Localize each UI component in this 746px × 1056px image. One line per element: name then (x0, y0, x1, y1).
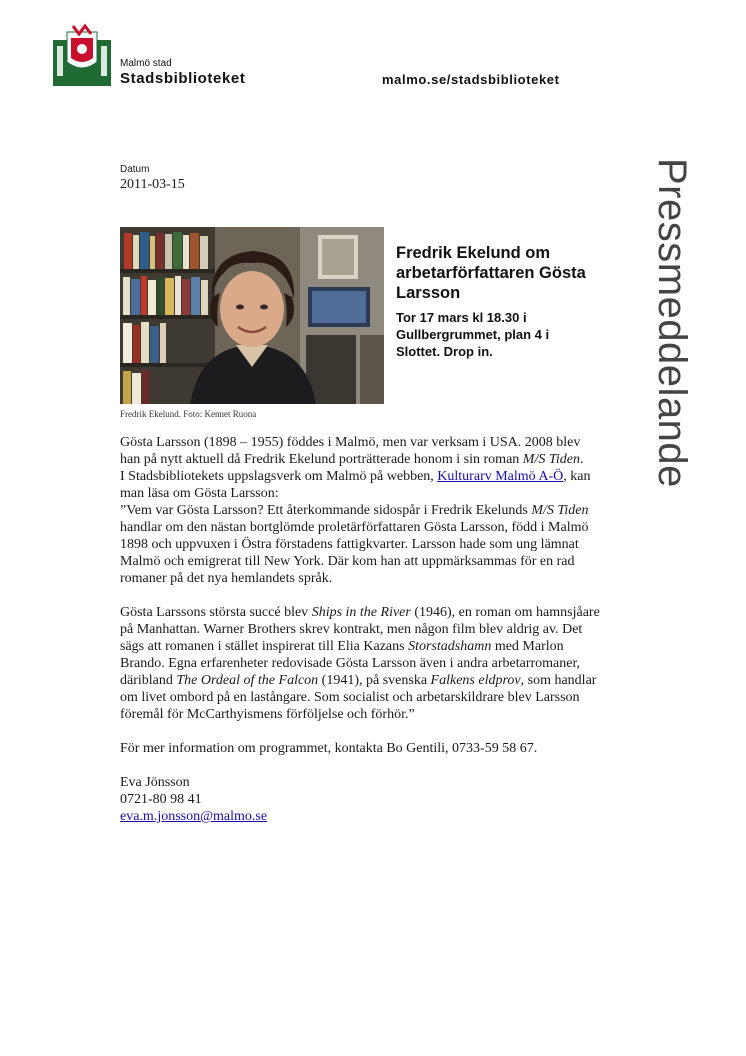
malmo-coat-of-arms-icon (53, 22, 111, 86)
document-type-label: Pressmeddelande (650, 158, 694, 488)
site-url: malmo.se/stadsbiblioteket (382, 72, 560, 87)
book-title: M/S Tiden (531, 503, 589, 518)
paragraph-more-info: För mer information om programmet, kontakta Bo Gentili, 0733-59 58 67. (120, 741, 538, 756)
kulturarv-link[interactable]: Kulturarv Malmö A-Ö (437, 469, 564, 484)
paragraph-quote-1: ”Vem var Gösta Larsson? Ett återkommande sidospår i Fredrik Ekelunds M/S Tiden handlar om den nästan bortglömde proletärförfattaren Gösta Larsson, född i Malmö 1898 och uppvuxen i Östra förstadens fattigkvarter. Larsson hade som ung lämnat Malmö och emigrerat till New York. Där kom han att uppmärksammas för en rad romaner på det nya hemlandets språk. (120, 503, 589, 586)
paragraph-reference: I Stadsbibliotekets uppslagsverk om Malmö på webben, Kulturarv Malmö A-Ö, kan man läsa om Gösta Larsson: (120, 469, 591, 501)
event-time-place: Tor 17 mars kl 18.30 i Gullbergrummet, plan 4 i Slottet. Drop in. (396, 310, 550, 359)
date-value: 2011-03-15 (120, 177, 185, 192)
book-title: M/S Tiden (522, 452, 580, 467)
contact-email-link[interactable]: eva.m.jonsson@malmo.se (120, 809, 268, 824)
film-title: Storstadshamn (408, 639, 492, 654)
date-label: Datum (120, 164, 150, 175)
org-name: Stadsbiblioteket (120, 70, 246, 87)
photo-caption: Fredrik Ekelund. Foto: Kennet Ruona (120, 409, 257, 419)
book-title: Ships in the River (311, 605, 411, 620)
author-photo (120, 227, 384, 404)
book-title: The Ordeal of the Falcon (176, 673, 319, 688)
org-small-label: Malmö stad (120, 58, 172, 69)
contact-name: Eva Jönsson (120, 775, 190, 790)
paragraph-intro: Gösta Larsson (1898 – 1955) föddes i Malmö, men var verksam i USA. 2008 blev han på nytt aktuell då Fredrik Ekelund porträtterade honom i sin roman M/S Tiden. (120, 435, 584, 467)
press-release-body (120, 434, 600, 825)
paragraph-quote-2: Gösta Larssons största succé blev Ships in the River (1946), en roman om hamnsjåare på Manhattan. Warner Brothers skrev kontrakt, men någon film blev aldrig av. Det sägs att romanen i stället inspirerat till Elia Kazans Storstadshamn med Marlon Brando. Egna erfarenheter redovisade Gösta Larsson även i andra arbetarromaner, däribland The Ordeal of the Falcon (1941), på svenska Falkens eldprov, som handlar om livet ombord på en lastångare. Som socialist och arbetarskildrare blev Larsson föremål för McCarthyismens förföljelse och förhör.” (120, 605, 600, 722)
contact-phone: 0721-80 98 41 (120, 792, 202, 807)
event-title: Fredrik Ekelund om arbetarförfattaren Gösta Larsson (396, 244, 586, 302)
book-title: Falkens eldprov (430, 673, 521, 688)
